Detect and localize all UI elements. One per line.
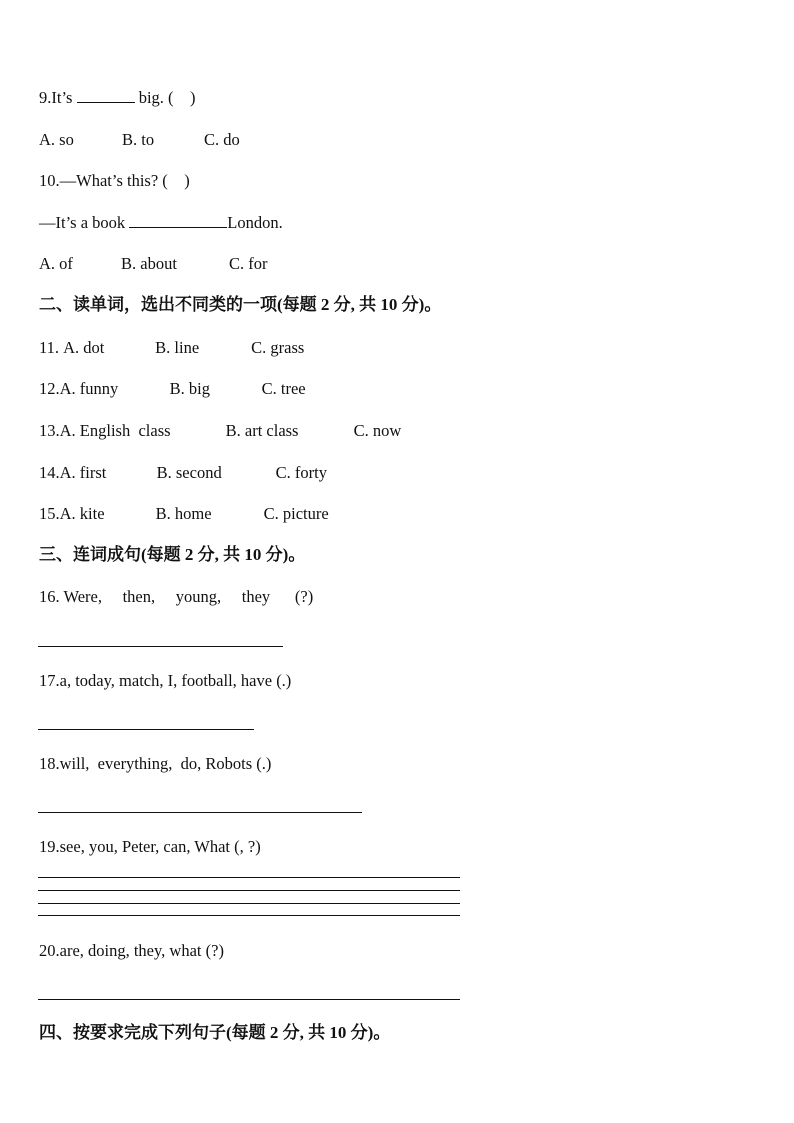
q10-option-a[interactable]: A. of bbox=[39, 254, 73, 273]
question-9 bbox=[39, 88, 196, 108]
q13-option-b[interactable]: B. art class bbox=[225, 421, 299, 440]
question-15 bbox=[39, 504, 329, 524]
question-19: 19.see, you, Peter, can, What (, ?) bbox=[39, 837, 261, 856]
q9-text-after: big. ( ) bbox=[138, 88, 196, 107]
q16-answer-line[interactable] bbox=[38, 646, 283, 647]
q12-option-a[interactable]: A. funny bbox=[59, 379, 119, 398]
q17-answer-line[interactable] bbox=[38, 729, 254, 730]
q19-answer-line-2[interactable] bbox=[38, 890, 460, 891]
q11-number: 11. bbox=[39, 338, 60, 357]
q10-options bbox=[39, 254, 268, 274]
q12-number: 12. bbox=[39, 379, 60, 398]
section-3-heading: 三、连词成句(每题 2 分, 共 10 分)。 bbox=[39, 545, 306, 564]
q11-option-a[interactable]: A. dot bbox=[63, 338, 105, 357]
question-12 bbox=[39, 379, 306, 399]
q19-answer-line-3[interactable] bbox=[38, 903, 460, 904]
q13-number: 13. bbox=[39, 421, 60, 440]
q18-answer-line[interactable] bbox=[38, 812, 362, 813]
q12-option-c[interactable]: C. tree bbox=[261, 379, 306, 398]
q13-option-a[interactable]: A. English class bbox=[59, 421, 171, 440]
q14-option-a[interactable]: A. first bbox=[59, 463, 107, 482]
q14-option-b[interactable]: B. second bbox=[156, 463, 222, 482]
q11-option-c[interactable]: C. grass bbox=[251, 338, 305, 357]
question-13 bbox=[39, 421, 401, 441]
q20-answer-line[interactable] bbox=[38, 999, 460, 1000]
q9-option-c[interactable]: C. do bbox=[204, 130, 240, 149]
question-17: 17.a, today, match, I, football, have (.) bbox=[39, 671, 292, 690]
q9-option-a[interactable]: A. so bbox=[39, 130, 74, 149]
q14-option-c[interactable]: C. forty bbox=[275, 463, 327, 482]
q15-option-c[interactable]: C. picture bbox=[263, 504, 329, 523]
question-16: 16. Were, then, young, they (?) bbox=[39, 587, 314, 606]
q9-text-before: 9.It’s bbox=[39, 88, 73, 107]
q19-answer-line-4[interactable] bbox=[38, 915, 460, 916]
question-14 bbox=[39, 463, 327, 483]
q14-number: 14. bbox=[39, 463, 60, 482]
q9-options bbox=[39, 130, 240, 150]
question-20: 20.are, doing, they, what (?) bbox=[39, 941, 224, 960]
question-18: 18.will, everything, do, Robots (.) bbox=[39, 754, 272, 773]
section-2-heading: 二、读单词，选出不同类的一项(每题 2 分, 共 10 分)。 bbox=[39, 295, 442, 314]
question-11 bbox=[39, 338, 304, 358]
q9-blank[interactable] bbox=[77, 88, 135, 103]
q13-option-c[interactable]: C. now bbox=[353, 421, 402, 440]
question-10: 10.—What’s this? ( ) bbox=[39, 171, 190, 190]
q10-answer-before: —It’s a book bbox=[39, 213, 126, 232]
q10-blank[interactable] bbox=[129, 213, 227, 228]
q15-option-b[interactable]: B. home bbox=[155, 504, 212, 523]
q19-answer-line-1[interactable] bbox=[38, 877, 460, 878]
q9-option-b[interactable]: B. to bbox=[122, 130, 155, 149]
q12-option-b[interactable]: B. big bbox=[169, 379, 210, 398]
q10-answer bbox=[39, 213, 283, 233]
q15-option-a[interactable]: A. kite bbox=[59, 504, 105, 523]
section-4-heading: 四、按要求完成下列句子(每题 2 分, 共 10 分)。 bbox=[39, 1023, 391, 1042]
q11-option-b[interactable]: B. line bbox=[155, 338, 200, 357]
q10-option-c[interactable]: C. for bbox=[229, 254, 268, 273]
q10-option-b[interactable]: B. about bbox=[121, 254, 177, 273]
q15-number: 15. bbox=[39, 504, 60, 523]
q10-answer-after: London. bbox=[227, 213, 283, 232]
